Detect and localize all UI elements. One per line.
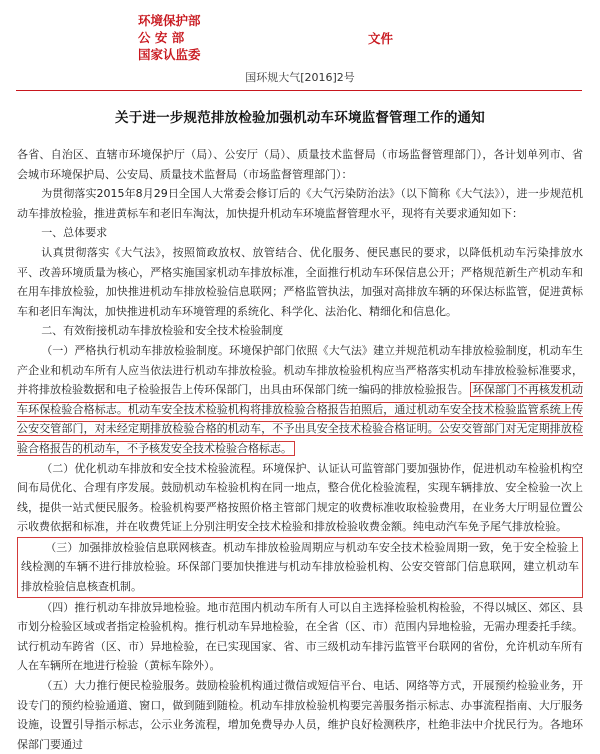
convenience-service-paragraph: （五）大力推行便民检验服务。鼓励检验机构通过微信或短信平台、电话、网络等方式，开展预约检验业务，开设专门的预约检验通道、窗口，做到随到随检。机动车排放检验机构要完善服务指示标志、办事流程指南、大厅服务设施，设置引导指示标志，公示业务流程，增加免费导办人员，维护良好检测秩序，杜绝非法中介扰民行为。各地环保部门要通过 (17, 679, 583, 751)
document-type-label: 文件 (368, 31, 394, 46)
document-title: 关于进一步规范排放检验加强机动车环境监督管理工作的通知 (115, 110, 485, 126)
issuing-authorities (138, 12, 201, 63)
document-body (17, 145, 583, 754)
document-header (0, 0, 600, 96)
section-heading-2: 二、有效衔接机动车排放检验和安全技术检验制度 (41, 324, 284, 338)
section-heading-1: 一、总体要求 (41, 226, 108, 240)
issuer-mep: 环境保护部 (138, 13, 201, 28)
general-requirements-paragraph: 认真贯彻落实《大气法》，按照简政放权、放管结合、优化服务、便民惠民的要求，以降低机动车污染排放水平、改善环境质量为核心，严格实施国家机动车排放标准，全面推行机动车环保信息公开；严格规范新生产机动车和在用车排放检验，加快推进机动车排放检验信息联网；严格监管执法，加强对高排放车辆的环保达标监管，促进黄标车和老旧车淘汰，加快推进机动车环境管理的系统化、科学化、法治化、精细化和信息化。 (17, 245, 583, 318)
document-number: 国环规大气[2016]2号 (245, 71, 355, 84)
issuer-cnca: 国家认监委 (138, 47, 201, 62)
emission-inspection-paragraph (17, 341, 583, 459)
issuer-mps: 公 安 部 (138, 30, 185, 45)
addressee-paragraph: 各省、自治区、直辖市环境保护厅（局）、公安厅（局）、质量技术监督局（市场监督管理部门），各计划单列市、省会城市环境保护局、公安局、质量技术监督局（市场监督管理部门）： (17, 148, 583, 181)
intro-paragraph: 为贯彻落实2015年8月29日全国人大常委会修订后的《大气污染防治法》（以下简称《大气法》），进一步规范机动车排放检验，推进黄标车和老旧车淘汰，加快提升机动车环境监督管理水平，现将有关要求通知如下： (17, 187, 583, 220)
highlighted-annotation-1: 环保部门不再核发机动车环保检验合格标志。机动车安全技术检验机构将排放检验合格报告拍照后，通过机动车安全技术检验监管系统上传公安交管部门，对未经定期排放检验合格的机动车，不予出具安全技术检验合格证明。公安交管部门对无定期排放检验合格报告的机动车，不予核发安全技术检验合格标志。 (17, 383, 584, 455)
highlighted-annotation-2: （三）加强排放检验信息联网核查。机动车排放检验周期应与机动车安全技术检验周期一致，免于安全检验上线检测的车辆不进行排放检验。环保部门要加快推进与机动车排放检验机构、公安交管部门信息联网，建立机动车排放检验信息核查机制。 (17, 537, 583, 598)
emission-inspection-text: （一）严格执行机动车排放检验制度。环境保护部门依照《大气法》建立并规范机动车排放检验制度，机动车生产企业和机动车所有人应当依法进行机动车排放检验。机动车排放检验机构应当严格落实机动车排放检验标准要求，并将排放检验数据和电子检验报告上传环保部门，出具由环保部门统一编码的排放检验报告。 (17, 343, 583, 397)
inspection-process-paragraph: （二）优化机动车排放和安全技术检验流程。环境保护、认证认可监管部门要加强协作，促进机动车检验机构空间布局优化、合理有序发展。鼓励机动车检验机构在同一地点，整合优化检验流程，实现车辆排放、安全检验一次上线，提供一站式便民服务。检验机构要严格按照价格主管部门规定的收费标准收取检验费用，在业务大厅明显位置公示收费依据和标准，并在收费凭证上分别注明安全技术检验和排放检验收费金额。纯电动汽车免予尾气排放检验。 (17, 461, 583, 534)
red-divider (16, 90, 582, 91)
remote-inspection-paragraph: （四）推行机动车排放异地检验。地市范围内机动车所有人可以自主选择检验机构检验，不得以城区、郊区、县市划分检验区域或者指定检验机构。推行机动车异地检验，在全省（区、市）范围内异地检验，无需办理委托手续。试行机动车跨省（区、市）异地检验，在已实现国家、省、市三级机动车排污监管平台联网的省份，允许机动车所有人在车辆所在地进行检验（黄标车除外）。 (17, 600, 583, 673)
